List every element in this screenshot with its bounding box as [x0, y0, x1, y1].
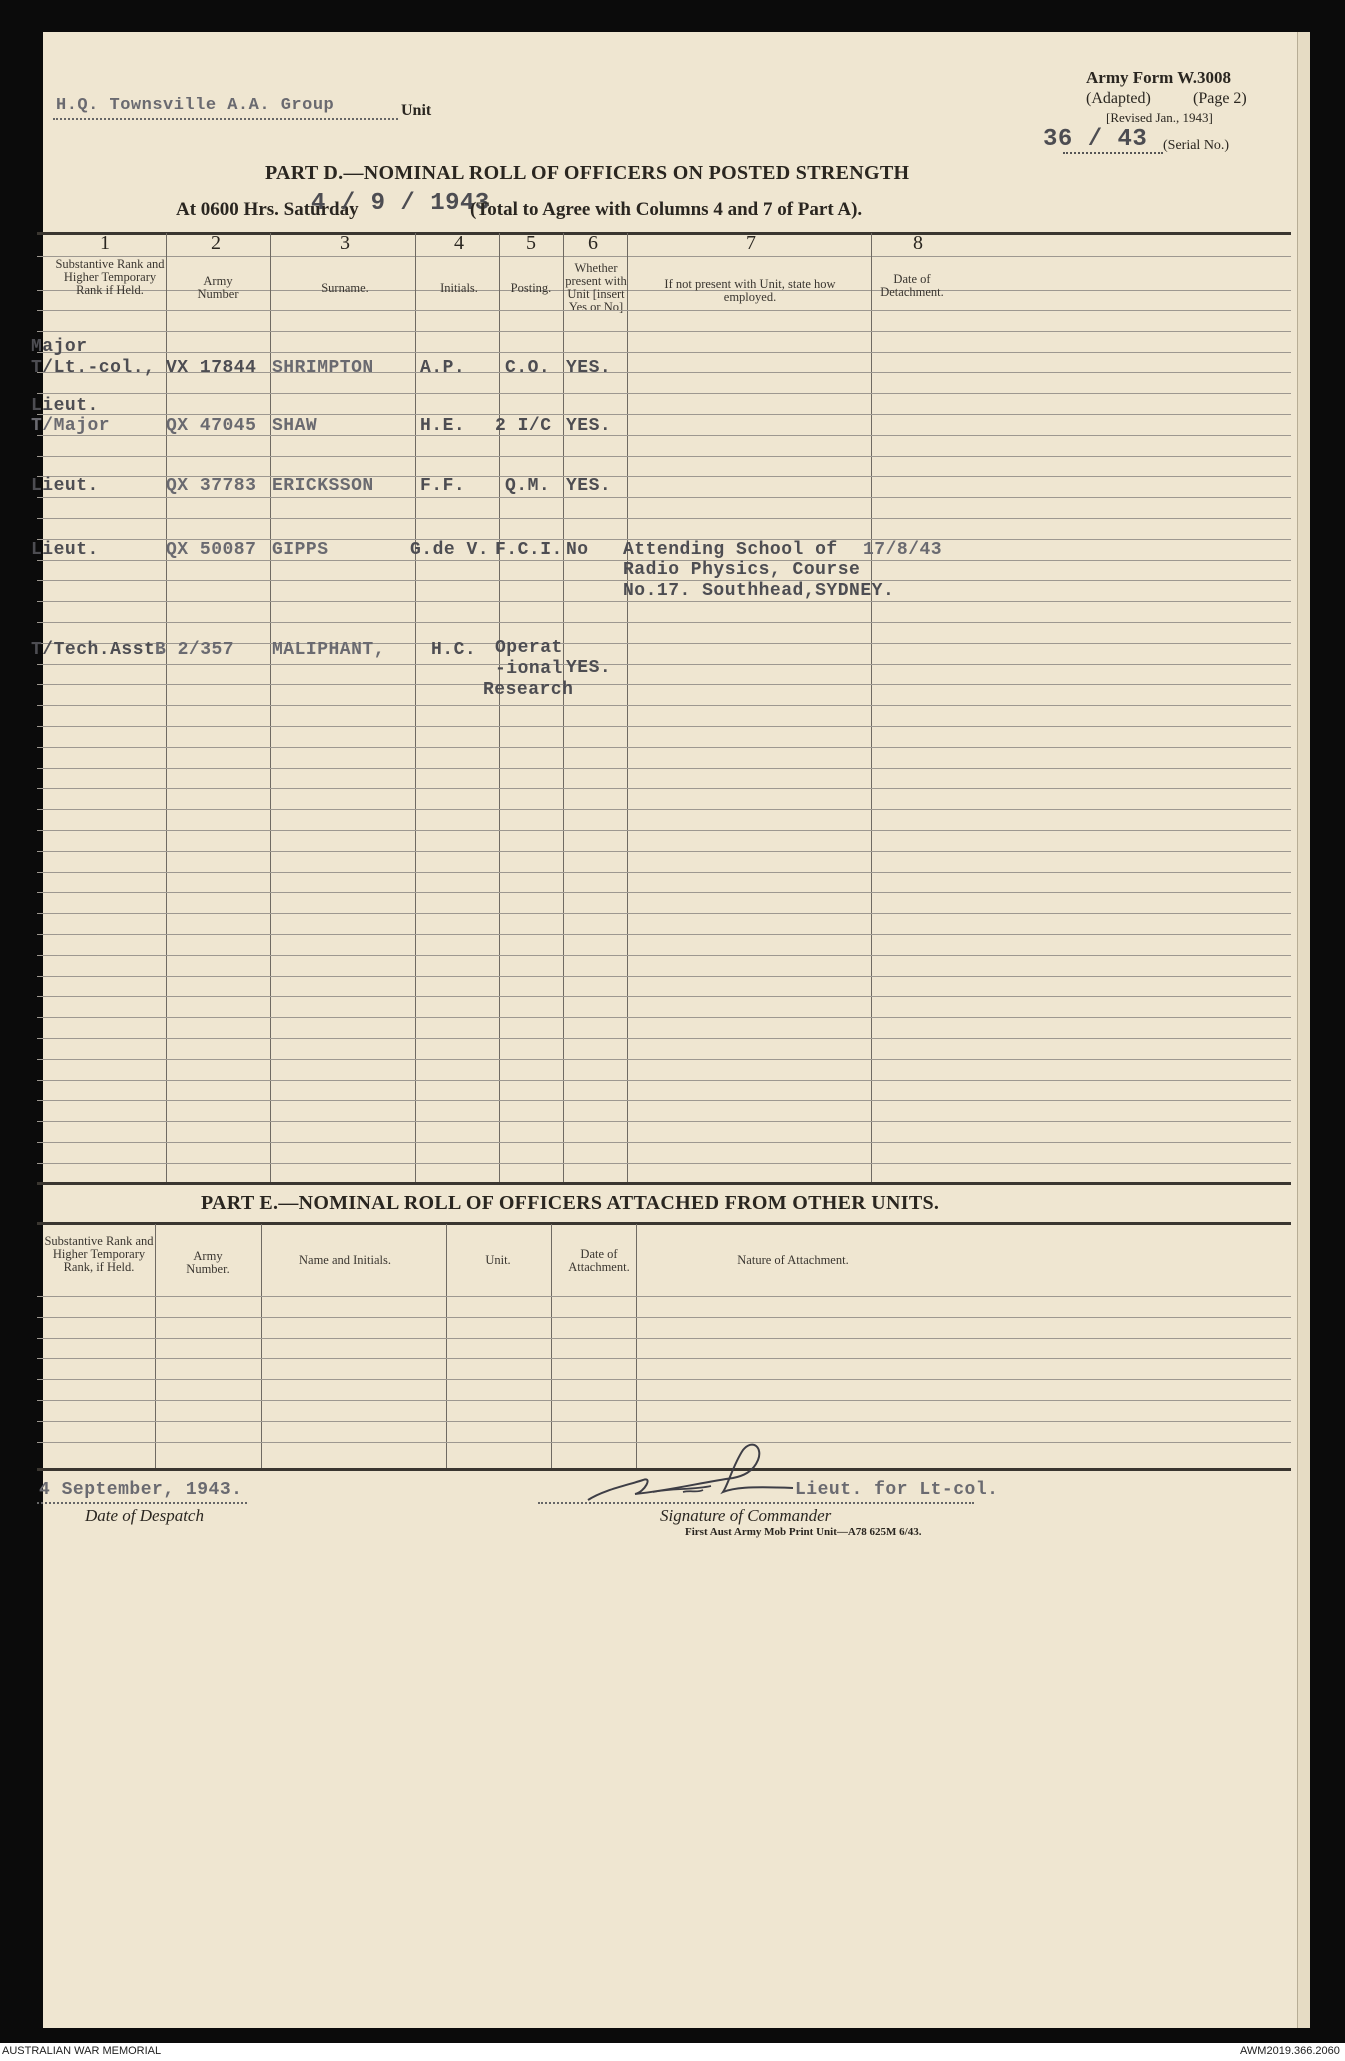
entry-2-posting: 2 I/C — [495, 416, 552, 436]
part-d-ruled-line — [37, 788, 1291, 789]
entry-1-rank-temporary: T/Lt.-col., — [31, 358, 156, 378]
archive-bar — [0, 2043, 1345, 2061]
part-d-ruled-line — [37, 1121, 1291, 1122]
part-e-header-top-rule — [37, 1222, 1291, 1225]
entry-1-rank-substantive: Major — [31, 337, 88, 357]
part-d-ruled-line — [37, 518, 1291, 519]
archive-reference: AWM2019.366.2060 — [1240, 2045, 1340, 2057]
part-e-ruled-line — [37, 1296, 1291, 1297]
part-e-col-caption-army-number: Army Number. — [186, 1249, 230, 1276]
entry-3-army-number: QX 37783 — [166, 476, 257, 496]
col-caption-3: Surname. — [321, 281, 369, 295]
entry-2-army-number: QX 47045 — [166, 416, 257, 436]
part-d-ruled-line — [37, 892, 1291, 893]
entry-5-posting-line-2: -ional — [495, 659, 563, 679]
col-caption-8: Date of Detachment. — [880, 272, 944, 299]
unit-value: H.Q. Townsville A.A. Group — [56, 96, 335, 115]
entry-4-employed-line-2: Radio Physics, Course — [623, 560, 861, 580]
entry-4-posting: F.C.I. — [495, 540, 563, 560]
despatch-label: Date of Despatch — [85, 1506, 204, 1525]
commander-dots — [538, 1502, 974, 1504]
part-d-ruled-line — [37, 851, 1291, 852]
part-e-ruled-line — [37, 1358, 1291, 1359]
col-num-6: 6 — [588, 232, 598, 254]
col-num-4: 4 — [454, 232, 464, 254]
serial-number-value: 36 / 43 — [1043, 126, 1148, 153]
col-num-2: 2 — [211, 232, 221, 254]
entry-4-employed-line-1: Attending School of — [623, 540, 838, 560]
despatch-dots — [37, 1502, 247, 1504]
part-e-col-caption-rank: Substantive Rank and Higher Temporary Rank, if Held. — [44, 1234, 154, 1274]
part-d-ruled-line — [37, 955, 1291, 956]
part-d-ruled-line — [37, 331, 1291, 332]
col-num-8: 8 — [913, 232, 923, 254]
entry-4-army-number: QX 50087 — [166, 540, 257, 560]
part-d-ruled-line — [37, 976, 1291, 977]
unit-label: Unit — [401, 102, 432, 119]
form-page: (Page 2) — [1193, 90, 1247, 107]
part-d-ruled-line — [37, 352, 1291, 353]
part-e-col-caption-date: Date of Attachment. — [568, 1247, 630, 1274]
part-d-ruled-line — [37, 497, 1291, 498]
part-d-ruled-line — [37, 622, 1291, 623]
part-d-col-divider — [563, 233, 564, 1182]
col-caption-6: Whether present with Unit [insert Yes or No] — [565, 261, 627, 314]
part-d-col-divider — [270, 233, 271, 1182]
part-d-ruled-line — [37, 601, 1291, 602]
part-e-ruled-line — [37, 1421, 1291, 1422]
part-d-date-value: 4 / 9 / 1943 — [311, 190, 490, 217]
part-e-col-caption-nature: Nature of Attachment. — [737, 1253, 849, 1267]
part-e-col-caption-unit: Unit. — [485, 1253, 511, 1267]
serial-number-label: (Serial No.) — [1163, 138, 1230, 153]
part-d-ruled-line — [37, 684, 1291, 685]
entry-2-initials: H.E. — [420, 416, 466, 436]
part-e-ruled-line — [37, 1400, 1291, 1401]
col-num-5: 5 — [526, 232, 536, 254]
part-d-ruled-line — [37, 872, 1291, 873]
part-d-ruled-line — [37, 1142, 1291, 1143]
part-e-col-caption-name: Name and Initials. — [299, 1253, 391, 1267]
col-num-7: 7 — [746, 232, 756, 254]
entry-5-rank: T/Tech.Asst. — [31, 640, 167, 660]
entry-4-surname: GIPPS — [272, 540, 329, 560]
part-d-ruled-line — [37, 1017, 1291, 1018]
commander-signature — [583, 1430, 803, 1510]
part-d-col-divider — [415, 233, 416, 1182]
part-d-ruled-line — [37, 726, 1291, 727]
part-d-ruled-line — [37, 768, 1291, 769]
part-d-ruled-line — [37, 747, 1291, 748]
entry-3-posting: Q.M. — [505, 476, 551, 496]
entry-1-posting: C.O. — [505, 358, 551, 378]
page-edge — [1297, 32, 1310, 2028]
col-caption-5: Posting. — [510, 281, 552, 295]
part-d-ruled-line — [37, 830, 1291, 831]
army-form-number: Army Form W.3008 — [1086, 68, 1231, 87]
entry-2-rank-substantive: Lieut. — [31, 396, 99, 416]
part-d-title: PART D.—NOMINAL ROLL OF OFFICERS ON POSTED STRENGTH — [265, 162, 910, 184]
part-d-ruled-line — [37, 1059, 1291, 1060]
entry-5-posting-line-1: Operat — [495, 638, 563, 658]
entry-2-surname: SHAW — [272, 416, 318, 436]
col-caption-2: Army Number — [197, 274, 239, 301]
entry-2-rank-temporary: T/Major — [31, 416, 111, 436]
printer-imprint: First Aust Army Mob Print Unit—A78 625M 6/43. — [685, 1526, 922, 1538]
entry-4-employed-line-3: No.17. Southhead,SYDNEY. — [623, 581, 895, 601]
entry-4-initials: G.de V. — [410, 540, 490, 560]
despatch-date-value: 4 September, 1943. — [39, 1480, 243, 1500]
entry-5-present: YES. — [566, 658, 612, 678]
part-d-at-prefix: At 0600 Hrs. Saturday — [176, 199, 359, 220]
entry-1-initials: A.P. — [420, 358, 466, 378]
part-d-ruled-line — [37, 664, 1291, 665]
archive-credit: AUSTRALIAN WAR MEMORIAL — [2, 2045, 162, 2057]
col-num-3: 3 — [340, 232, 350, 254]
part-e-ruled-line — [37, 1379, 1291, 1380]
part-e-title: PART E.—NOMINAL ROLL OF OFFICERS ATTACHED FROM OTHER UNITS. — [201, 1192, 940, 1214]
entry-1-present: YES. — [566, 358, 612, 378]
part-d-col-divider — [871, 233, 872, 1182]
part-e-col-divider — [155, 1224, 156, 1468]
part-e-col-divider — [446, 1224, 447, 1468]
part-e-ruled-line — [37, 1317, 1291, 1318]
entry-4-rank: Lieut. — [31, 540, 99, 560]
part-d-ruled-line — [37, 393, 1291, 394]
unit-dots — [53, 118, 398, 120]
commander-label: Signature of Commander — [660, 1506, 832, 1525]
part-d-ruled-line — [37, 414, 1291, 415]
col-caption-1: Substantive Rank and Higher Temporary Rank if Held. — [55, 257, 165, 297]
entry-5-initials: H.C. — [431, 640, 477, 660]
part-d-ruled-line — [37, 705, 1291, 706]
entry-5-army-number: B 2/357 — [155, 640, 235, 660]
entry-3-surname: ERICKSSON — [272, 476, 374, 496]
part-e-ruled-line — [37, 1338, 1291, 1339]
serial-dots — [1063, 152, 1163, 154]
entry-5-surname: MALIPHANT, — [272, 640, 386, 660]
form-revised: [Revised Jan., 1943] — [1106, 110, 1213, 125]
entry-4-present: No — [566, 540, 589, 560]
entry-3-rank: Lieut. — [31, 476, 99, 496]
part-d-ruled-line — [37, 934, 1291, 935]
part-d-colnum-rule — [37, 256, 1291, 257]
entry-4-detached-date: 17/8/43 — [863, 540, 943, 560]
col-caption-4: Initials. — [440, 281, 478, 295]
part-d-ruled-line — [37, 1100, 1291, 1101]
col-caption-7: If not present with Unit, state how employed. — [664, 277, 836, 304]
entry-3-present: YES. — [566, 476, 612, 496]
commander-rank-value: Lieut. for Lt-col. — [795, 1480, 999, 1500]
part-d-ruled-line — [37, 1163, 1291, 1164]
entry-5-posting-line-3: Research — [483, 680, 574, 700]
part-d-ruled-line — [37, 1080, 1291, 1081]
entry-3-initials: F.F. — [420, 476, 466, 496]
part-d-ruled-line — [37, 456, 1291, 457]
part-e-col-divider — [551, 1224, 552, 1468]
col-num-1: 1 — [100, 232, 110, 254]
entry-1-army-number: VX 17844 — [166, 358, 257, 378]
entry-2-present: YES. — [566, 416, 612, 436]
part-d-col-divider — [627, 233, 628, 1182]
part-e-col-divider — [261, 1224, 262, 1468]
part-d-ruled-line — [37, 809, 1291, 810]
part-d-total-note: (Total to Agree with Columns 4 and 7 of Part A). — [470, 199, 863, 220]
part-d-ruled-line — [37, 913, 1291, 914]
part-d-col-divider — [499, 233, 500, 1182]
form-sheet — [31, 32, 1297, 2028]
part-d-ruled-line — [37, 310, 1291, 311]
part-e-top-rule — [37, 1182, 1291, 1185]
form-adapted: (Adapted) — [1086, 90, 1151, 107]
part-d-ruled-line — [37, 996, 1291, 997]
part-d-ruled-line — [37, 1038, 1291, 1039]
entry-1-surname: SHRIMPTON — [272, 358, 374, 378]
